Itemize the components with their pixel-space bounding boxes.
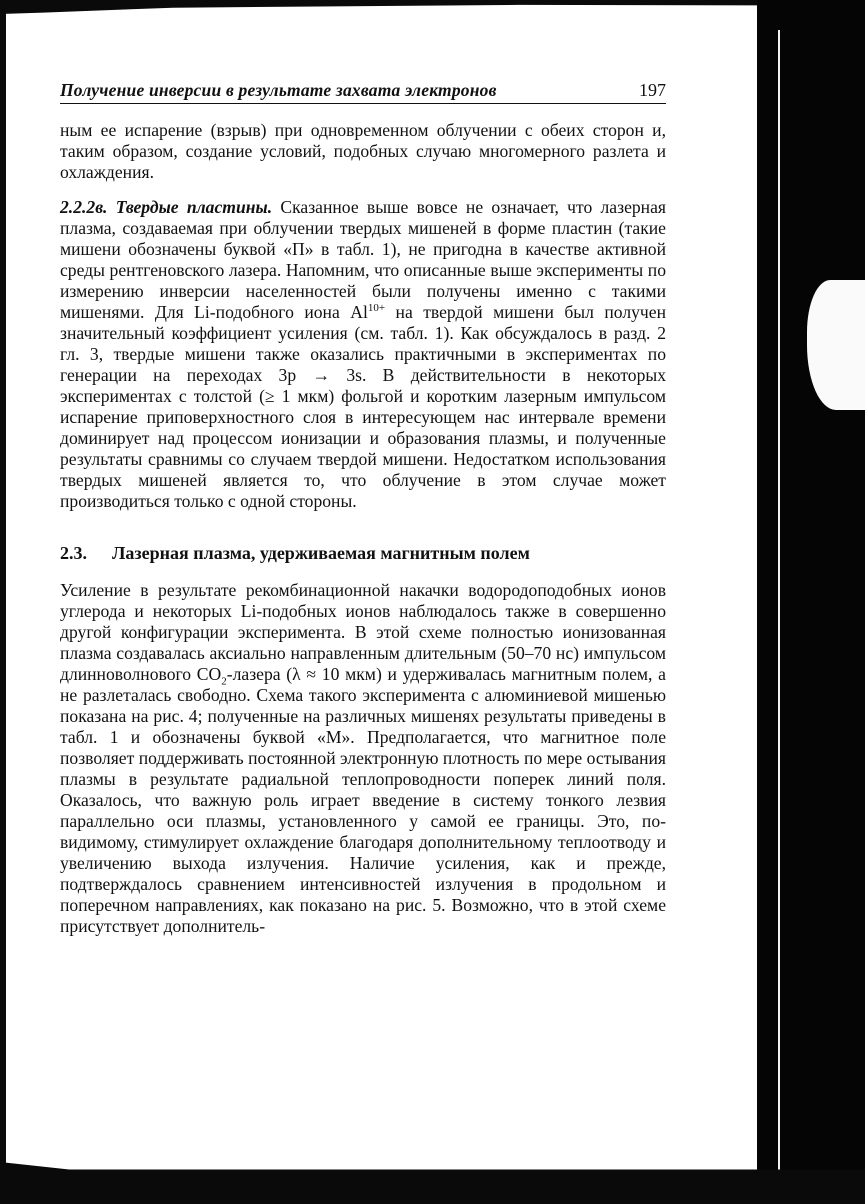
section-title: Лазерная плазма, удерживаемая магнитным полем (112, 543, 530, 563)
scan-border-bottom (0, 1162, 865, 1204)
book-page (60, 80, 666, 937)
scan-border-left (0, 0, 6, 1204)
subsection-paragraph (60, 197, 666, 512)
paragraph-text: на твердой мишени был получен значительный коэффициент усиления (см. табл. 1). Как обсуждалось в разд. 2 гл. 3, твердые мишени также оказались практичными в экспериментах по генерации на переходах 3p → 3s. В действительности в некоторых экспериментах с толстой (≥ 1 мкм) фольгой и коротким лазерным импульсом испарение приповерхностного слоя в интересующем нас интервале времени доминирует над процессом ионизации и образования плазмы, и полученные результаты сравнимы со случаем твердой мишени. Недостатком использования твердых мишеней является то, что облучение в этом случае может производиться только с одной стороны. (60, 302, 666, 511)
page-number: 197 (639, 80, 666, 100)
scan-border-right (757, 0, 865, 1204)
page-edge-line (778, 30, 780, 1180)
paragraph (60, 580, 666, 937)
running-head (60, 80, 666, 104)
scan-artifact (807, 280, 865, 410)
scan-border-top (0, 0, 865, 14)
paragraph-text: Сказанное выше вовсе не означает, что лазерная плазма, создаваемая при облучении твердых мишеней в форме пластин (такие мишени обозначены буквой «П» в табл. 1), не пригодна в качестве активной среды рентгеновского лазера. Напомним, что описанные выше эксперименты по измерению инверсии населенностей были получены именно с такими мишенями. Для Li-подобного иона Al (60, 197, 666, 322)
paragraph: ным ее испарение (взрыв) при одновременном облучении с обеих сторон и, таким образом, создание условий, подобных случаю многомерного разлета и охлаждения. (60, 120, 666, 182)
subsection-label: 2.2.2в. Твердые пластины. (60, 197, 273, 217)
section-number: 2.3. (60, 543, 87, 563)
paragraph-text: Усиление в результате рекомбинационной накачки водородоподобных ионов углерода и некоторых Li-подобных ионов наблюдалось также в совершенно другой конфигурации эксперимента. В этой схеме полностью ионизованная плазма создавалась аксиально направленным длительным (50–70 нс) импульсом длинноволнового CO (60, 580, 666, 684)
paragraph-text: -лазера (λ ≈ 10 мкм) и удерживалась магнитным полем, а не разлеталась свободно. Схема такого эксперимента с алюминиевой мишенью показана на рис. 4; полученные на различных мишенях результаты приведены в табл. 1 и обозначены буквой «М». Предполагается, что магнитное поле позволяет поддерживать постоянной электронную плотность по мере остывания плазмы в результате радиальной теплопроводности поперек линий поля. Оказалось, что важную роль играет введение в систему тонкого лезвия параллельно оси плазмы, установленного у самой ее границы. Это, по-видимому, стимулирует охлаждение благодаря дополнительному теплоотводу и увеличению выхода излучения. Наличие усиления, как и прежде, подтверждалось сравнением интенсивностей излучения в продольном и поперечном направлениях, как показано на рис. 5. Возможно, что в этой схеме присутствует дополнитель- (60, 664, 666, 936)
section-heading (60, 543, 666, 564)
subscript: 2 (221, 675, 227, 688)
running-head-title: Получение инверсии в результате захвата электронов (60, 80, 497, 100)
superscript: 10+ (367, 302, 386, 315)
